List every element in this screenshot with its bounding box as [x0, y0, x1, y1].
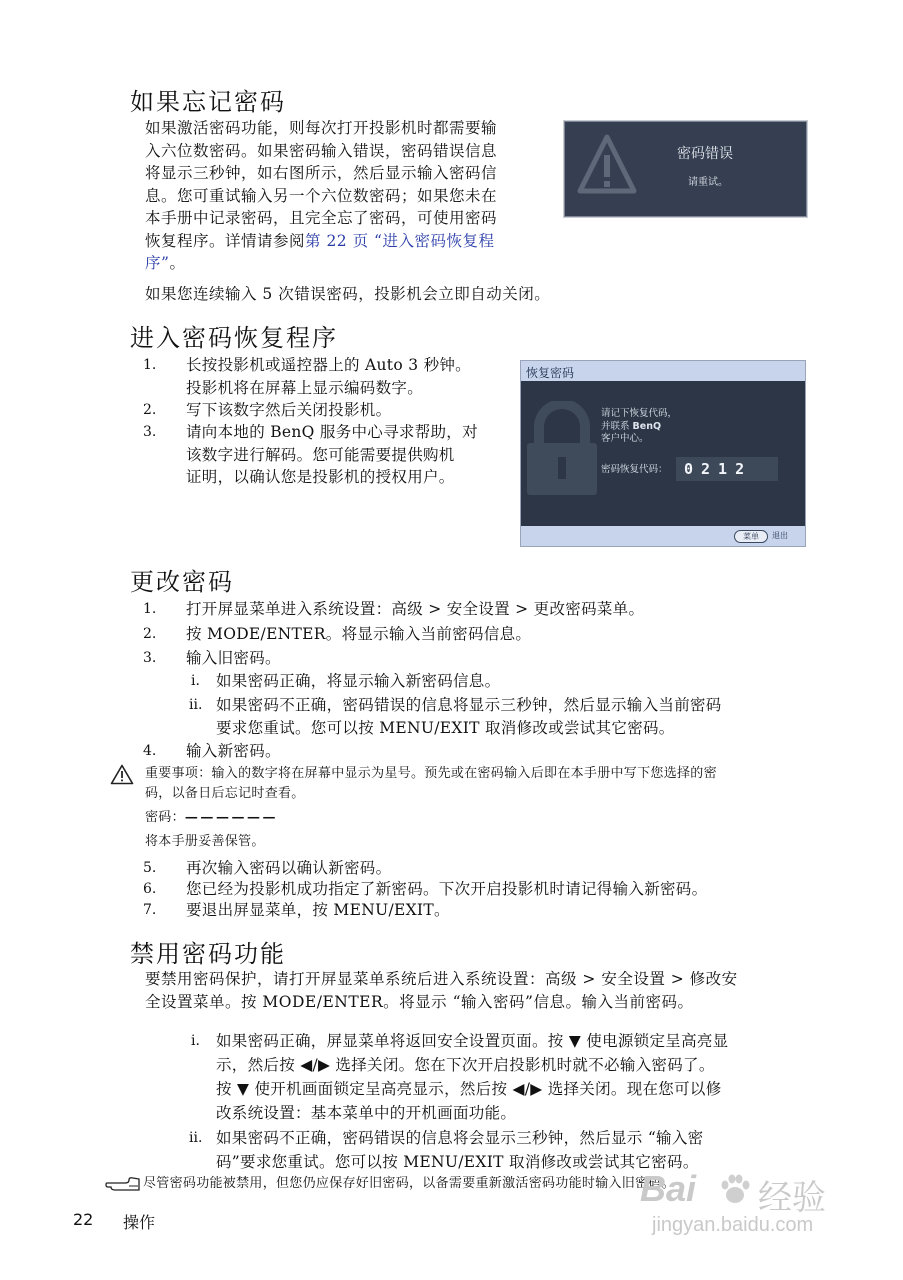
list-number: 7. [143, 902, 157, 918]
recall-code-value: 0212 [676, 457, 778, 481]
footer-section-title: 操作 [123, 1213, 156, 1232]
list-item: 您已经为投影机成功指定了新密码。下次开启投影机时请记得输入新密码。 [186, 880, 708, 898]
sub-list-item-line: 码”要求您重试。您可以按 MENU/EXIT 取消修改或尝试其它密码。 [216, 1153, 699, 1171]
intro-line: 要禁用密码保护，请打开屏显菜单系统后进入系统设置：高级 > 安全设置 > 修改安 [145, 970, 738, 988]
paragraph-line [145, 230, 555, 253]
list-item [186, 421, 516, 489]
sub-list-item-line: 按 ▼ 使开机画面锁定呈高亮显示，然后按 ◀/▶ 选择关闭。现在您可以修 [216, 1080, 722, 1098]
sub-list-item-line: 如果密码正确，屏显菜单将返回安全设置页面。按 ▼ 使电源锁定呈高亮显 [216, 1032, 729, 1050]
page-number: 22 [73, 1210, 94, 1229]
sub-list-item [216, 694, 816, 739]
intro-line: 全设置菜单。按 MODE/ENTER。将显示 “输入密码”信息。输入当前密码。 [145, 992, 694, 1011]
page-reference-link[interactable]: 第 22 页 “进入密码恢复程 [305, 231, 495, 250]
sub-list-item [216, 1126, 821, 1174]
warning-icon [577, 133, 637, 197]
sub-list-item: 如果密码正确，将显示输入新密码信息。 [216, 672, 501, 690]
tip-note: 尽管密码功能被禁用，但您仍应保存好旧密码，以备需要重新激活密码功能时输入旧密码。 [143, 1176, 676, 1191]
password-label: 密码： [145, 810, 185, 825]
note-line: 码，以备日后忘记时查看。 [145, 786, 305, 801]
lock-icon [525, 401, 599, 497]
sub-list-item-line: 如果密码不正确，密码错误的信息将会显示三秒钟，然后显示 “输入密 [216, 1129, 704, 1147]
list-item-line: 长按投影机或遥控器上的 Auto 3 秒钟。 [186, 356, 471, 374]
list-number: 4. [143, 743, 157, 759]
section-heading-password-recall: 进入密码恢复程序 [130, 324, 338, 352]
page-reference-link-end[interactable]: 序” [145, 254, 170, 272]
auto-shutdown-note: 如果您连续输入 5 次错误密码，投影机会立即自动关闭。 [145, 285, 551, 303]
password-recall-osd [520, 360, 806, 547]
section-heading-disable-password: 禁用密码功能 [130, 940, 286, 968]
osd-error-subtitle: 请重试。 [688, 177, 728, 188]
password-error-osd [563, 120, 808, 218]
keep-manual-note: 将本手册妥善保管。 [145, 834, 265, 849]
list-item: 输入新密码。 [186, 742, 281, 760]
paragraph-line [145, 252, 555, 275]
password-record-line [145, 808, 275, 828]
list-item [186, 354, 516, 399]
list-number: 2. [143, 626, 157, 642]
list-item: 打开屏显菜单进入系统设置：高级 > 安全设置 > 更改密码菜单。 [186, 600, 645, 618]
osd-footer-bar [521, 526, 805, 546]
list-number: 1. [143, 601, 157, 617]
sub-list-item-line: 示，然后按 ◀/▶ 选择关闭。您在下次开启投影机时就不必输入密码了。 [216, 1056, 715, 1074]
osd-instruction-text: 并联系 [601, 420, 633, 432]
list-number: 3. [143, 650, 157, 666]
sub-list-number: ii. [189, 1130, 203, 1146]
disable-password-intro [145, 968, 825, 1013]
password-blank: — — — — — — [184, 810, 275, 825]
osd-instruction-line: 请记下恢复代码， [601, 408, 678, 419]
list-item: 再次输入密码以确认新密码。 [186, 859, 392, 877]
sub-list-item-line: 要求您重试。您可以按 MENU/EXIT 取消修改或尝试其它密码。 [216, 718, 675, 737]
watermark-url: jingyan.baidu.com [652, 1214, 814, 1236]
sub-list-number: i. [191, 1033, 200, 1049]
section-heading-change-password: 更改密码 [130, 568, 234, 596]
recall-code-label: 密码恢复代码： [601, 464, 668, 475]
section-heading-forgot-password: 如果忘记密码 [130, 88, 286, 116]
forgot-password-paragraph [145, 117, 555, 275]
list-item-line: 写下该数字然后关闭投影机。 [186, 401, 392, 419]
sub-list-item [216, 1029, 821, 1125]
osd-brand-name: BenQ [632, 420, 662, 432]
paragraph-line: 将显示三秒钟，如右图所示，然后显示输入密码信 [145, 164, 498, 182]
sub-list-item-line: 改系统设置：基本菜单中的开机画面功能。 [216, 1104, 517, 1122]
osd-error-title: 密码错误 [677, 146, 733, 162]
menu-button[interactable]: 菜单 [734, 530, 768, 543]
note-line: 重要事项：输入的数字将在屏幕中显示为星号。预先或在密码输入后即在本手册中写下您选择的密 [145, 766, 717, 781]
paragraph-line: 如果激活密码功能，则每次打开投影机时都需要输 [145, 119, 498, 137]
list-item-line: 投影机将在屏幕上显示编码数字。 [186, 378, 424, 397]
list-item: 按 MODE/ENTER。将显示输入当前密码信息。 [186, 625, 532, 643]
sub-list-number: i. [191, 673, 200, 689]
osd-instructions [601, 408, 677, 446]
sub-list-number: ii. [189, 697, 203, 713]
list-number: 1. [143, 357, 157, 373]
jingyan-brand-watermark: 经验 [758, 1178, 826, 1218]
list-item-line: 请向本地的 BenQ 服务中心寻求帮助，对 [186, 423, 478, 441]
baidu-logo-watermark: Bai [640, 1168, 697, 1209]
list-number: 5. [143, 860, 157, 876]
list-item [186, 399, 516, 422]
list-item-line: 该数字进行解码。您可能需要提供购机 [186, 445, 455, 464]
osd-instruction-line: 客户中心。 [601, 433, 649, 444]
pointing-hand-icon [105, 1175, 141, 1193]
sub-list-item-line: 如果密码不正确，密码错误的信息将显示三秒钟，然后显示输入当前密码 [216, 696, 722, 714]
paragraph-text: 。 [169, 254, 186, 272]
list-number: 6. [143, 881, 157, 897]
exit-label: 退出 [772, 531, 788, 540]
paragraph-line: 本手册中记录密码，且完全忘了密码，可使用密码 [145, 209, 498, 227]
list-item: 输入旧密码。 [186, 649, 281, 667]
list-number: 2. [143, 402, 157, 418]
list-item-line: 证明，以确认您是投影机的授权用户。 [186, 468, 455, 486]
osd-instruction-line [601, 421, 677, 434]
osd-title: 恢复密码 [526, 366, 575, 380]
paw-icon [718, 1172, 752, 1206]
osd-title-bar [521, 361, 805, 381]
list-item: 要退出屏显菜单，按 MENU/EXIT。 [186, 901, 450, 919]
paragraph-line: 息。您可重试输入另一个六位数密码；如果您未在 [145, 186, 498, 205]
paragraph-line: 入六位数密码。如果密码输入错误，密码错误信息 [145, 141, 498, 160]
list-number: 3. [143, 424, 157, 440]
paragraph-text: 恢复程序。详情请参阅 [145, 231, 306, 250]
caution-icon [110, 764, 134, 785]
important-note [145, 764, 805, 804]
